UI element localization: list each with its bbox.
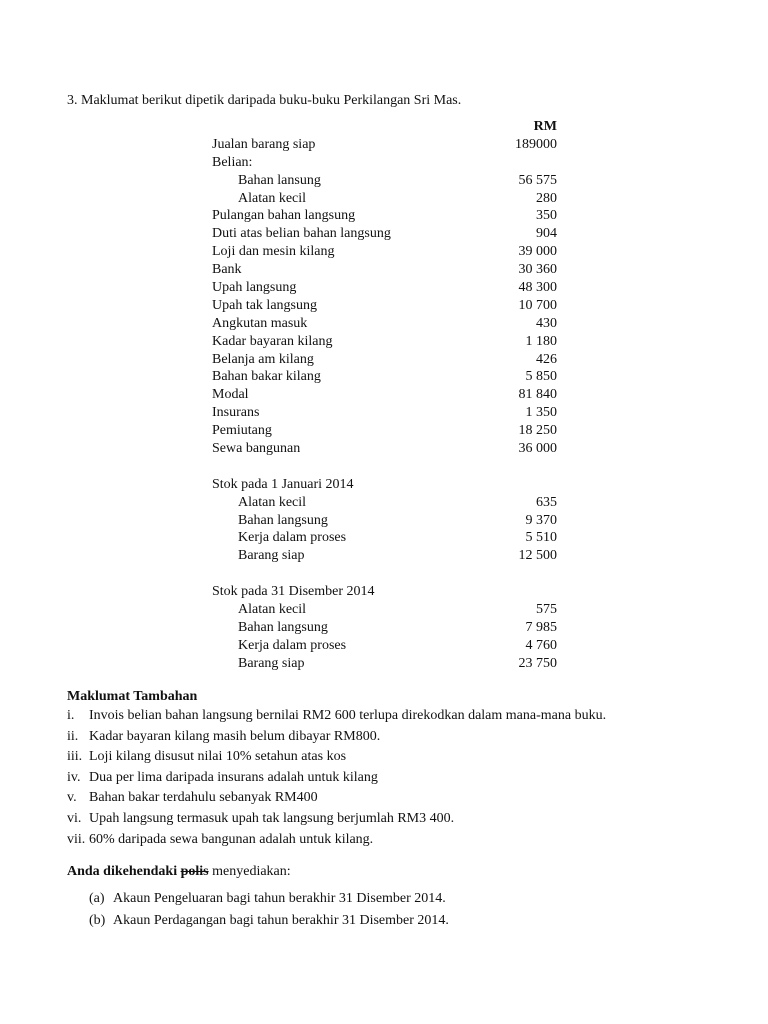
info-item [67, 727, 707, 748]
ledger-row [212, 243, 557, 261]
additional-info-section [67, 688, 707, 850]
info-item-number: iii. [67, 749, 83, 765]
ledger-amount: 56 575 [518, 172, 557, 188]
info-item [67, 706, 707, 727]
ledger-label: Kerja dalam proses [238, 637, 347, 653]
section-spacer [212, 565, 557, 583]
currency-header: RM [533, 119, 557, 134]
requirement-intro [67, 863, 707, 881]
ledger-amount: 5 850 [525, 369, 557, 385]
ledger-amount: 350 [536, 208, 557, 224]
ledger-label: Sewa bangunan [212, 441, 301, 457]
info-item [67, 768, 707, 789]
task-item [67, 910, 707, 932]
ledger-label: Jualan barang siap [212, 136, 316, 152]
ledger-row [212, 172, 557, 190]
ledger-label: Bahan langsung [238, 619, 328, 635]
ledger-row [212, 207, 557, 225]
ledger-header-row [212, 118, 557, 136]
ledger-amount: 81 840 [518, 387, 557, 403]
ledger-amount: 904 [536, 226, 557, 242]
info-item [67, 788, 707, 809]
ledger-label: Pemiutang [212, 423, 272, 439]
info-item-text: Bahan bakar terdahulu sebanyak RM400 [89, 790, 318, 806]
ledger-label: Upah langsung [212, 280, 297, 296]
ledger-row [212, 351, 557, 369]
info-item-number: i. [67, 708, 75, 723]
ledger-row [212, 225, 557, 243]
ledger-row [212, 190, 557, 208]
ledger-label: Loji dan mesin kilang [212, 244, 335, 260]
stock-close-title: Stok pada 31 Disember 2014 [212, 584, 375, 600]
ledger-amount: 30 360 [518, 262, 557, 278]
ledger-row [212, 547, 557, 565]
ledger-amount: 18 250 [518, 423, 557, 439]
task-text: Akaun Perdagangan bagi tahun berakhir 31 Disember 2014. [113, 913, 449, 928]
ledger-row [212, 619, 557, 637]
additional-info-title: Maklumat Tambahan [67, 689, 198, 704]
ledger-amount: 12 500 [518, 548, 557, 564]
ledger-label: Modal [212, 387, 249, 403]
info-item [67, 809, 707, 830]
ledger-label: Kadar bayaran kilang [212, 333, 333, 349]
info-item-number: vi. [67, 810, 82, 826]
ledger-label: Barang siap [238, 655, 305, 671]
stock-open-title: Stok pada 1 Januari 2014 [212, 476, 354, 492]
stock-close-title-row [212, 583, 557, 601]
ledger-label: Bahan langsung [238, 512, 328, 528]
ledger-label: Bahan lansung [238, 172, 321, 188]
ledger-row [212, 315, 557, 333]
ledger-label: Bank [212, 262, 242, 278]
requirement-strikethrough: polis [180, 864, 209, 879]
ledger-row [212, 297, 557, 315]
ledger-amount: 4 760 [525, 637, 557, 653]
ledger-label: Insurans [212, 405, 260, 421]
ledger-row [212, 136, 557, 154]
ledger-row [212, 655, 557, 673]
ledger-label: Alatan kecil [238, 602, 307, 618]
ledger-amount: 39 000 [518, 244, 557, 260]
ledger-row [212, 333, 557, 351]
ledger-label: Duti atas belian bahan langsung [212, 226, 391, 242]
stock-open-title-row [212, 476, 557, 494]
info-item [67, 747, 707, 768]
ledger-amount: 1 350 [525, 405, 557, 421]
section-spacer [212, 458, 557, 476]
ledger-label: Upah tak langsung [212, 297, 317, 313]
ledger-row [212, 154, 557, 172]
requirement-section [67, 863, 707, 932]
ledger-row [212, 529, 557, 547]
ledger-label: Angkutan masuk [212, 315, 308, 331]
info-item-text: Loji kilang disusut nilai 10% setahun atas kos [89, 749, 347, 765]
ledger-row [212, 637, 557, 655]
ledger-amount: 426 [536, 351, 557, 367]
ledger-amount: 9 370 [525, 512, 557, 528]
ledger-amount: 189000 [515, 136, 557, 152]
info-item-text: Upah langsung termasuk upah tak langsung berjumlah RM3 400. [89, 810, 455, 826]
ledger-amount: 280 [536, 190, 557, 206]
ledger-row [212, 386, 557, 404]
task-number: (b) [89, 913, 106, 928]
ledger-table [212, 118, 557, 673]
ledger-row [212, 601, 557, 619]
ledger-row [212, 279, 557, 297]
ledger-label: Barang siap [238, 548, 305, 564]
info-item [67, 830, 707, 851]
ledger-row [212, 368, 557, 386]
ledger-amount: 10 700 [518, 297, 557, 313]
ledger-amount: 48 300 [518, 280, 557, 296]
requirement-tasks [67, 888, 707, 932]
info-item-number: ii. [67, 728, 79, 744]
ledger-amount: 430 [536, 315, 557, 331]
ledger-row [212, 422, 557, 440]
ledger-row [212, 494, 557, 512]
ledger-row [212, 404, 557, 422]
requirement-intro-bold: Anda dikehendaki [67, 864, 178, 879]
ledger-row [212, 440, 557, 458]
info-item-number: iv. [67, 769, 81, 785]
info-item-number: vii. [67, 831, 86, 847]
ledger-label: Pulangan bahan langsung [212, 208, 356, 224]
task-number: (a) [89, 891, 105, 906]
ledger-label: Alatan kecil [238, 190, 307, 206]
info-item-text: 60% daripada sewa bangunan adalah untuk kilang. [89, 831, 374, 847]
ledger-label: Belian: [212, 154, 253, 170]
requirement-intro-rest: menyediakan: [212, 864, 291, 879]
ledger-amount: 7 985 [525, 619, 557, 635]
ledger-amount: 23 750 [518, 655, 557, 671]
ledger-label: Bahan bakar kilang [212, 369, 321, 385]
question-heading: 3. Maklumat berikut dipetik daripada buku-buku Perkilangan Sri Mas. [67, 93, 462, 108]
ledger-label: Belanja am kilang [212, 351, 314, 367]
ledger-label: Alatan kecil [238, 494, 307, 510]
ledger-amount: 635 [536, 494, 557, 510]
task-text: Akaun Pengeluaran bagi tahun berakhir 31 Disember 2014. [113, 891, 446, 906]
ledger-label: Kerja dalam proses [238, 530, 347, 546]
ledger-amount: 1 180 [525, 333, 557, 349]
info-item-text: Kadar bayaran kilang masih belum dibayar RM800. [89, 728, 381, 744]
info-item-text: Dua per lima daripada insurans adalah untuk kilang [89, 769, 378, 785]
ledger-amount: 5 510 [525, 530, 557, 546]
info-item-number: v. [67, 790, 77, 806]
info-item-text: Invois belian bahan langsung bernilai RM2 600 terlupa direkodkan dalam mana-mana buku. [89, 708, 607, 723]
ledger-row [212, 261, 557, 279]
ledger-amount: 36 000 [518, 441, 557, 457]
task-item [67, 888, 707, 910]
ledger-amount: 575 [536, 602, 557, 618]
ledger-row [212, 512, 557, 530]
